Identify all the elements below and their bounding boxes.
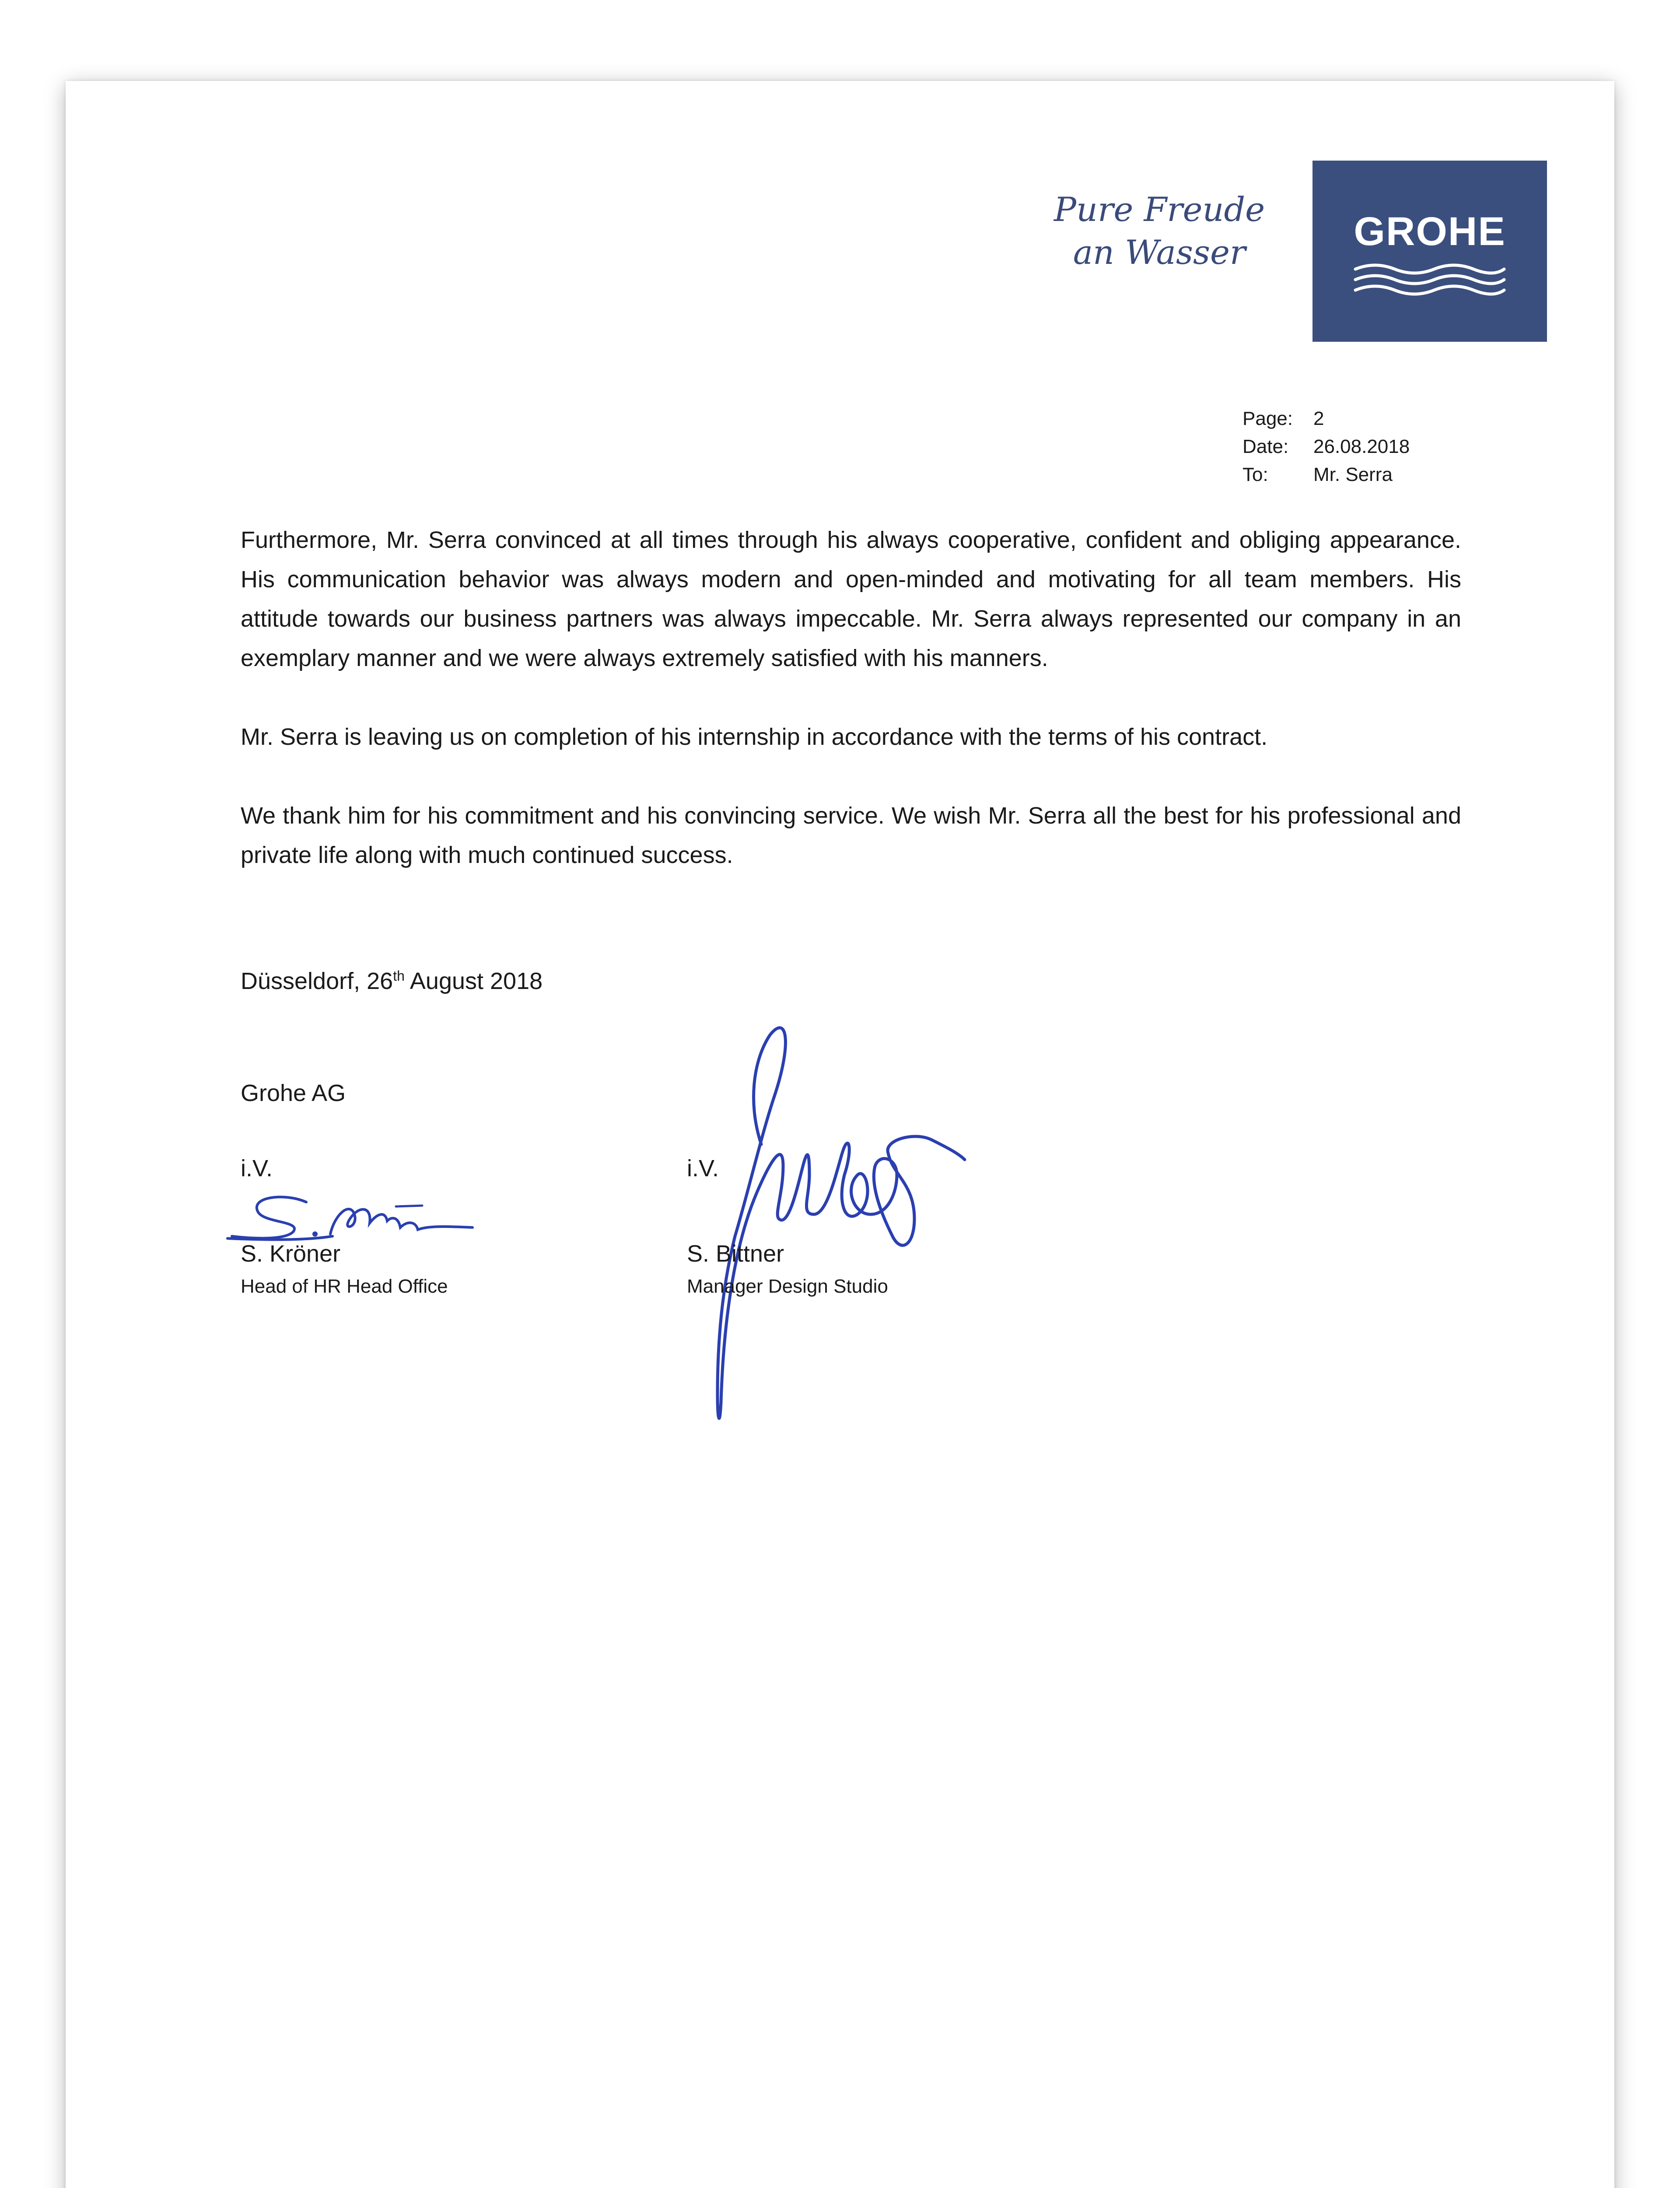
right-iv-label: i.V. bbox=[687, 1155, 719, 1182]
meta-to-value: Mr. Serra bbox=[1313, 464, 1393, 485]
brand-tagline bbox=[1037, 188, 1282, 274]
body-paragraph-3: We thank him for his commitment and his convincing service. We wish Mr. Serra all the best for his professional and private life along with much continued success. bbox=[241, 803, 1461, 868]
meta-date-value: 26.08.2018 bbox=[1313, 436, 1410, 457]
tagline-line-1: Pure Freude bbox=[1054, 190, 1265, 229]
right-signer-role: Manager Design Studio bbox=[687, 1276, 888, 1297]
right-signer-name: S. Bittner bbox=[687, 1241, 784, 1267]
place-and-date bbox=[241, 956, 542, 1001]
left-iv-label: i.V. bbox=[241, 1155, 273, 1182]
body-paragraph-2: Mr. Serra is leaving us on completion of his internship in accordance with the terms of his contract. bbox=[241, 724, 1268, 750]
meta-to-row bbox=[1242, 461, 1410, 489]
letter-body bbox=[241, 520, 1461, 914]
company-name: Grohe AG bbox=[241, 1080, 346, 1106]
meta-to-label: To: bbox=[1242, 464, 1268, 485]
meta-page-value: 2 bbox=[1313, 408, 1324, 429]
place-date-suffix: August 2018 bbox=[404, 968, 543, 994]
tagline-line-2: an Wasser bbox=[1073, 233, 1246, 272]
letter-meta bbox=[1242, 405, 1410, 489]
left-signer bbox=[241, 1236, 448, 1302]
right-signer bbox=[687, 1236, 888, 1302]
signature-bittner bbox=[669, 1009, 967, 1446]
place-date-ordinal: th bbox=[393, 968, 405, 984]
body-paragraph-1: Furthermore, Mr. Serra convinced at all times through his always cooperative, confident and obliging appearance. His communication behavior was always modern and open-minded and motivating for all team members. His attitude towards our business partners was always impeccable. Mr. Serra always represented our company in an exemplary manner and we were always extremely satisfied with his manners. bbox=[241, 527, 1461, 671]
logo-wordmark: GROHE bbox=[1354, 209, 1506, 254]
meta-page-label: Page: bbox=[1242, 408, 1293, 429]
meta-date-row bbox=[1242, 433, 1410, 461]
grohe-logo bbox=[1312, 161, 1547, 342]
left-signer-role: Head of HR Head Office bbox=[241, 1276, 448, 1297]
place-date-prefix: Düsseldorf, 26 bbox=[241, 968, 393, 994]
meta-date-label: Date: bbox=[1242, 436, 1289, 457]
water-waves-icon bbox=[1351, 261, 1508, 296]
letter-page bbox=[66, 81, 1614, 2188]
meta-page-row bbox=[1242, 405, 1410, 433]
left-signer-name: S. Kröner bbox=[241, 1241, 341, 1267]
